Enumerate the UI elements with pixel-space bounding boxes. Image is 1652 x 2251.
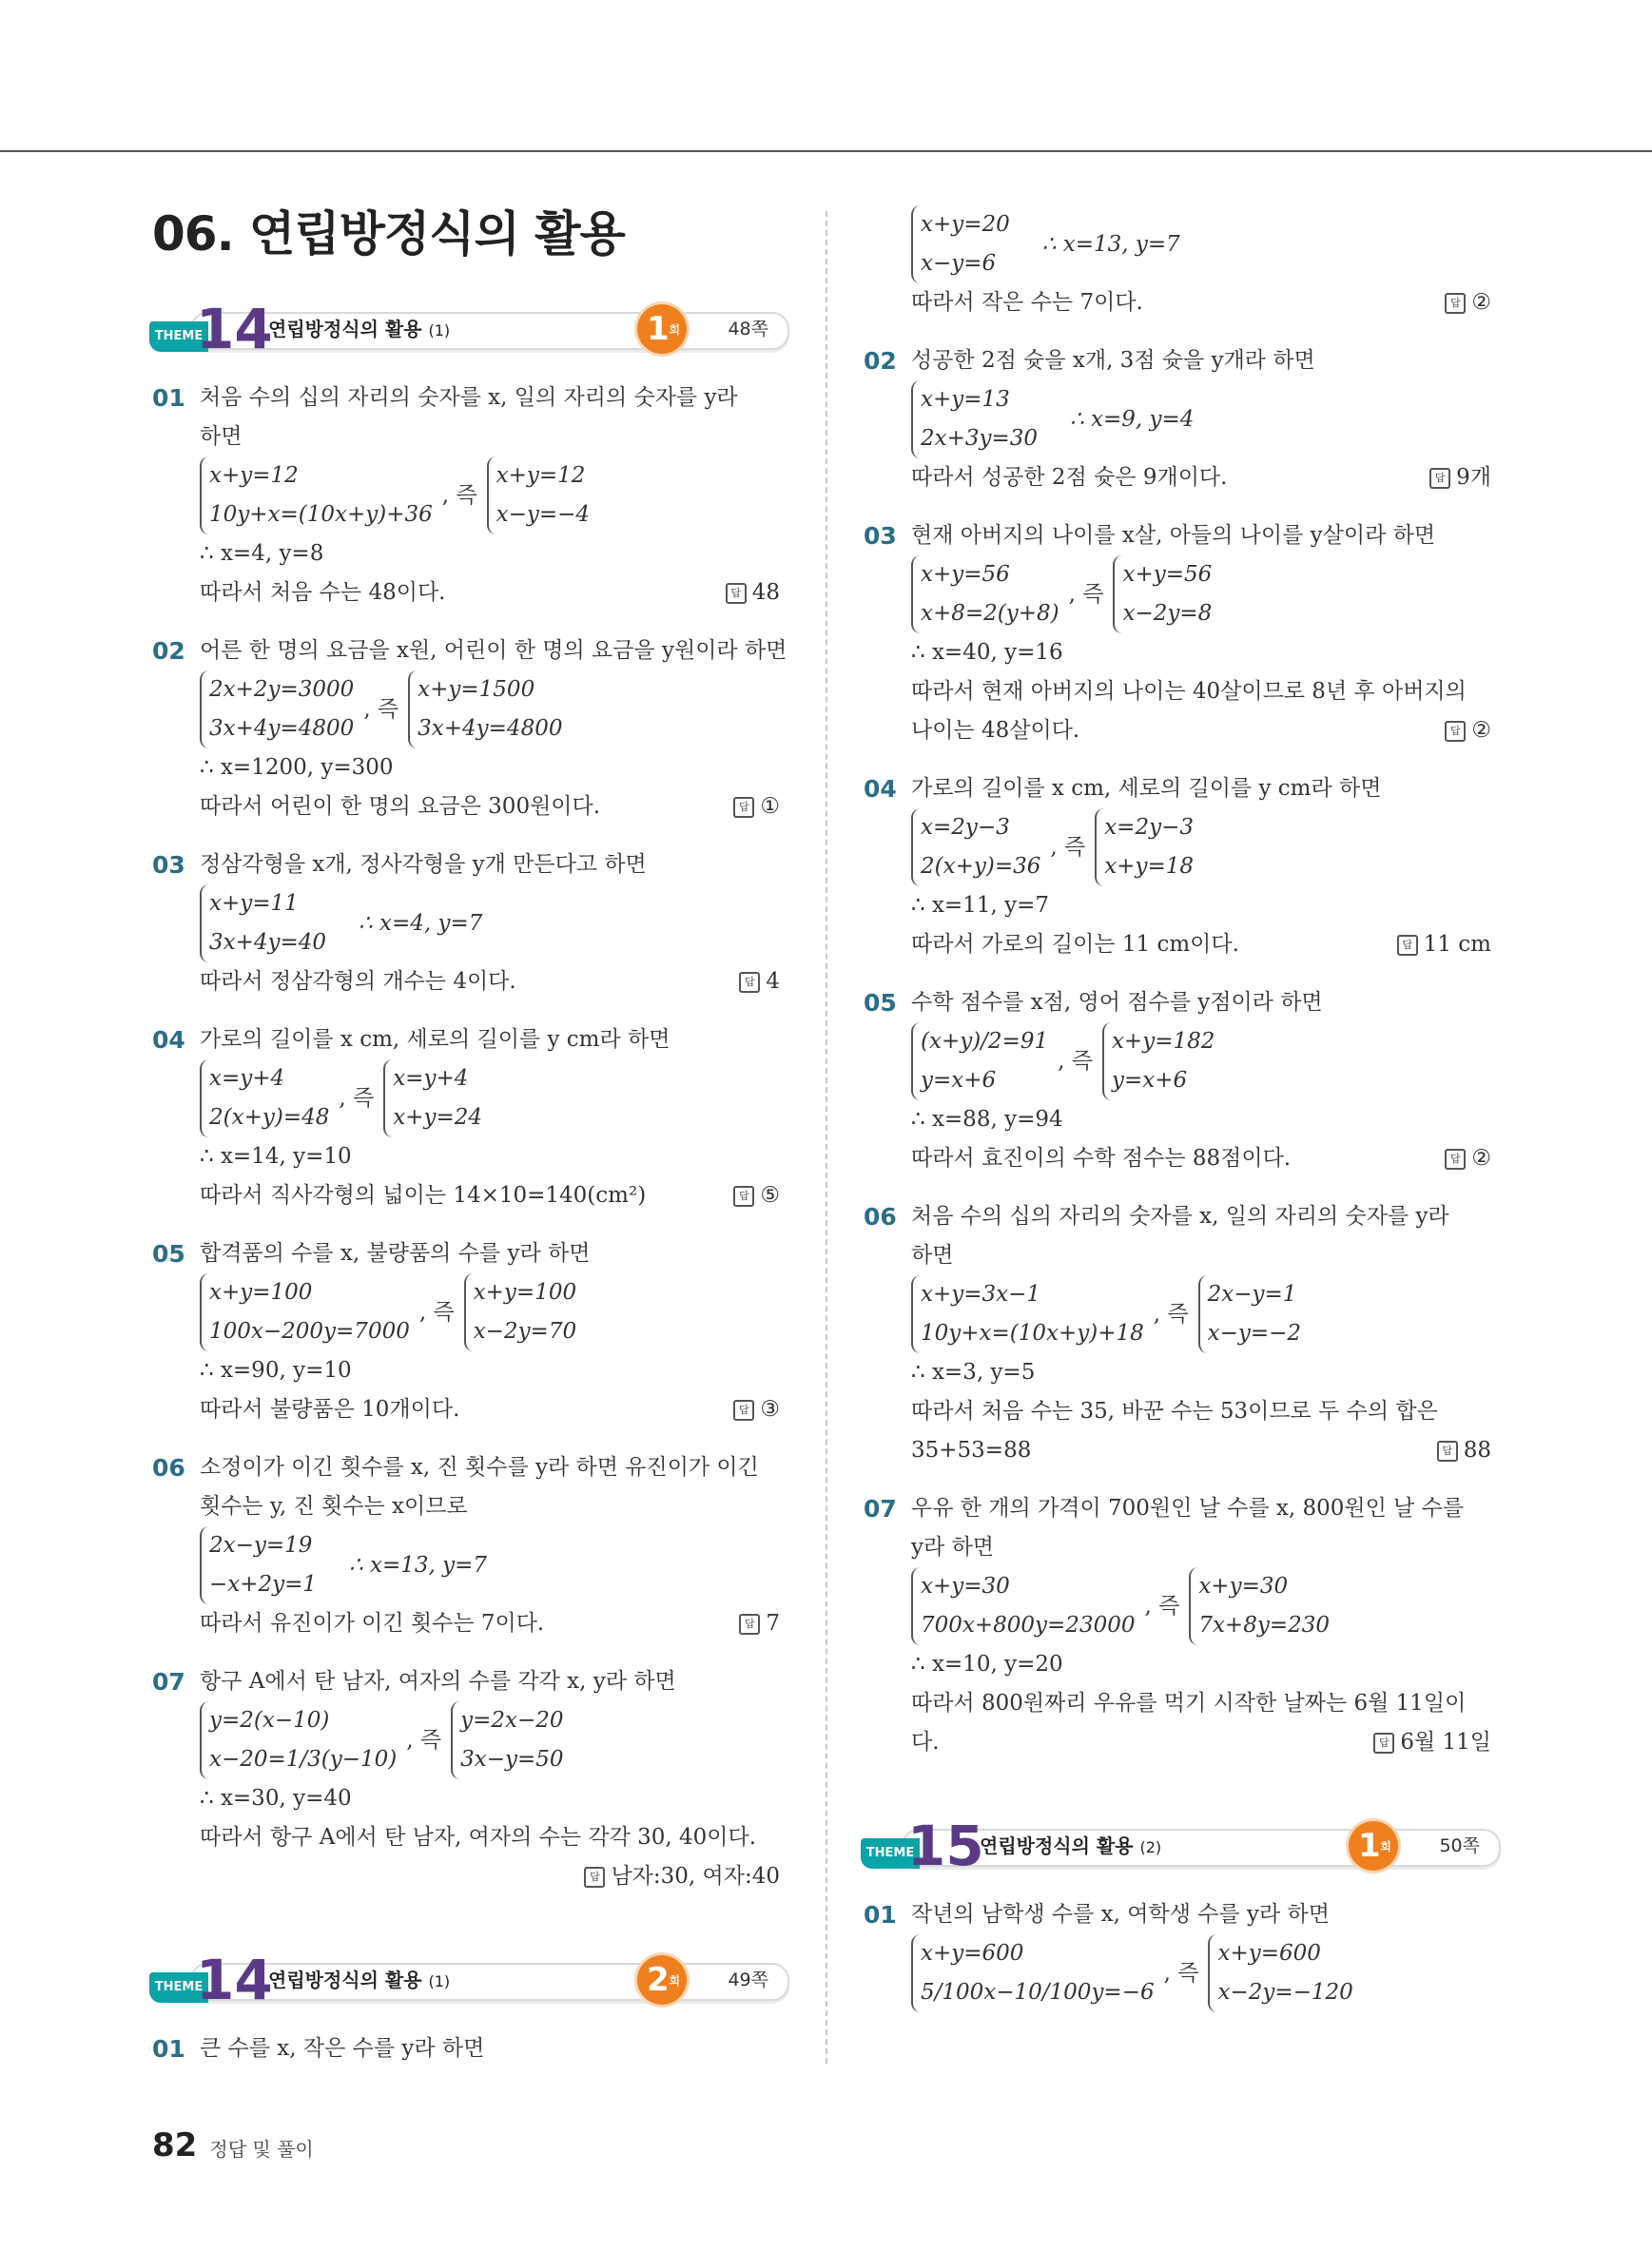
equation-system: x+y=30 700x+800y=23000 , 즉 x+y=30 7x+8y=230: [911, 1567, 1491, 1645]
conclusion: 따라서 현재 아버지의 나이는 40살이므로 8년 후 아버지의: [911, 679, 1467, 704]
answer-icon: 답: [733, 797, 754, 818]
theme-number: 14: [196, 1948, 273, 2012]
system-brace: x+y=13 2x+3y=30: [911, 380, 1038, 458]
problem-text: 어른 한 명의 요금을 x원, 어린이 한 명의 요금을 y원이라 하면: [200, 638, 787, 663]
answer: 답 7: [739, 1604, 780, 1643]
problem-text: 소정이가 이긴 횟수를 x, 진 횟수를 y라 하면 유진이가 이긴: [200, 1455, 759, 1480]
problem-text: 횟수는 y, 진 횟수는 x이므로: [200, 1494, 468, 1519]
answer: 답 ①: [733, 787, 780, 826]
problem-07: [864, 1489, 1491, 1762]
system-brace: x=2y−3 x+y=18: [1095, 808, 1194, 886]
problem-07: [152, 1662, 780, 1896]
conclusion: 따라서 항구 A에서 탄 남자, 여자의 수는 각각 30, 40이다.: [200, 1825, 757, 1850]
problem-number: 04: [152, 1026, 185, 1054]
problem-number: 03: [152, 851, 185, 879]
answer: 답 6월 11일: [1373, 1723, 1491, 1762]
theme-number: 14: [196, 297, 273, 361]
answer-icon: 답: [1429, 468, 1450, 489]
equation-system: [911, 380, 1491, 458]
theme-number: 15: [907, 1814, 984, 1878]
problem-text: 성공한 2점 슛을 x개, 3점 슛을 y개라 하면: [911, 348, 1315, 373]
conclusion-row: 따라서 어린이 한 명의 요금은 300원이다. 답 ①: [200, 787, 780, 826]
system-brace: x+y=56 x−2y=8: [1113, 555, 1212, 633]
theme-page-ref: 50쪽: [1439, 1835, 1480, 1856]
round-badge: 2 회: [637, 1955, 687, 2005]
theme-header-15-1: [864, 1815, 1491, 1876]
answer-icon: 답: [1437, 1441, 1458, 1462]
theme-tag: THEME: [149, 321, 208, 352]
problem-01: [152, 378, 780, 612]
conclusion-row: 따라서 유진이가 이긴 횟수는 7이다. 답 7: [200, 1604, 780, 1643]
answer-icon: 답: [584, 1867, 605, 1888]
header-rule: [0, 150, 1652, 152]
problem-05: [864, 983, 1491, 1178]
system-brace: (x+y)/2=91 y=x+6: [911, 1022, 1048, 1100]
problem-03: [152, 845, 780, 1001]
theme-page-ref: 48쪽: [728, 319, 768, 340]
conclusion-row: 따라서 처음 수는 48이다. 답 48: [200, 573, 780, 612]
problem-02: [864, 341, 1491, 497]
theme-tag: THEME: [861, 1838, 920, 1869]
problem-text: y라 하면: [911, 1535, 994, 1560]
problem-05: [152, 1234, 780, 1429]
conclusion: 따라서 800원짜리 우유를 먹기 시작한 날짜는 6월 11일이: [911, 1691, 1467, 1716]
theme-title: 연립방정식의 활용 (1): [268, 1969, 451, 1991]
answer: 답 남자:30, 여자:40: [200, 1857, 780, 1896]
conclusion: 따라서 처음 수는 35, 바꾼 수는 53이므로 두 수의 합은: [911, 1399, 1438, 1424]
problem-number: 02: [152, 637, 185, 665]
column-divider: [826, 211, 827, 2064]
answer-icon: 답: [739, 1614, 760, 1635]
equation-system: [200, 884, 780, 962]
system-brace: x+y=1500 3x+4y=4800: [408, 670, 562, 748]
system-brace: 2x−y=19 −x+2y=1: [200, 1526, 317, 1604]
answer-icon: 답: [1397, 935, 1418, 956]
answer-icon: 답: [739, 972, 760, 993]
answer: 답 4: [739, 962, 780, 1001]
problem-text: 작년의 남학생 수를 x, 여학생 수를 y라 하면: [911, 1902, 1330, 1927]
problem-number: 06: [864, 1203, 897, 1231]
problem-number: 05: [864, 989, 897, 1017]
solution: ∴ x=13, y=7: [1041, 231, 1180, 257]
problem-02: [152, 631, 787, 826]
theme-tag: THEME: [149, 1972, 208, 2003]
problem-06: [152, 1448, 780, 1643]
equation-system: [200, 1526, 780, 1604]
round-badge: 1 회: [637, 304, 687, 354]
problem-text: 현재 아버지의 나이를 x살, 아들의 나이를 y살이라 하면: [911, 523, 1436, 548]
problem-text: 처음 수의 십의 자리의 숫자를 x, 일의 자리의 숫자를 y라: [911, 1204, 1449, 1229]
conclusion-row: 따라서 효진이의 수학 점수는 88점이다. 답 ②: [911, 1139, 1491, 1178]
system-brace: x+y=3x−1 10y+x=(10x+y)+18: [911, 1275, 1144, 1353]
system-brace: 2x+2y=3000 3x+4y=4800: [200, 670, 354, 748]
problem-text: 합격품의 수를 x, 불량품의 수를 y라 하면: [200, 1241, 591, 1266]
problem-text: 정삼각형을 x개, 정사각형을 y개 만든다고 하면: [200, 852, 647, 877]
problem-number: 01: [152, 384, 185, 412]
answer: 답 48: [726, 573, 780, 612]
problem-number: 02: [864, 347, 897, 375]
solution: ∴ x=4, y=7: [359, 910, 483, 936]
problem-01-round2: [152, 2029, 780, 2068]
problem-number: 01: [864, 1901, 897, 1929]
conclusion-row: 따라서 가로의 길이는 11 cm이다. 답 11 cm: [911, 925, 1491, 964]
page-number: 82: [152, 2126, 198, 2164]
problem-01-continued: [864, 205, 1491, 322]
system-brace: x=y+4 x+y=24: [383, 1059, 482, 1137]
problem-04: [152, 1020, 780, 1215]
answer: 답 ②: [1445, 283, 1491, 322]
system-brace: x+y=11 3x+4y=40: [200, 884, 326, 962]
problem-text: 수학 점수를 x점, 영어 점수를 y점이라 하면: [911, 990, 1323, 1015]
answer-icon: 답: [733, 1186, 754, 1207]
equation-system: x+y=3x−1 10y+x=(10x+y)+18 , 즉 2x−y=1 x−y=−2: [911, 1275, 1491, 1353]
problem-number: 06: [152, 1454, 185, 1482]
answer: 답 ⑤: [733, 1176, 780, 1215]
problem-text: 가로의 길이를 x cm, 세로의 길이를 y cm라 하면: [911, 776, 1382, 801]
solution: ∴ x=14, y=10: [200, 1144, 352, 1169]
problem-text: 처음 수의 십의 자리의 숫자를 x, 일의 자리의 숫자를 y라: [200, 385, 738, 410]
problem-01-theme15: [864, 1895, 1491, 2012]
system-brace: x+y=100 100x−200y=7000: [200, 1273, 410, 1351]
answer: 답 ②: [1445, 1139, 1491, 1178]
theme-header-14-2: [152, 1950, 780, 2010]
conclusion-row: 35+53=88 답 88: [911, 1431, 1491, 1470]
chapter-title: 06. 연립방정식의 활용: [152, 206, 625, 262]
solution: ∴ x=1200, y=300: [200, 755, 394, 780]
solution: ∴ x=11, y=7: [911, 893, 1049, 918]
conclusion-row: 따라서 불량품은 10개이다. 답 ③: [200, 1390, 780, 1429]
equation-system: (x+y)/2=91 y=x+6 , 즉 x+y=182 y=x+6: [911, 1022, 1491, 1100]
system-brace: x+y=56 x+8=2(y+8): [911, 555, 1059, 633]
equation-system: x+y=12 10y+x=(10x+y)+36 , 즉 x+y=12 x−y=−4: [200, 456, 780, 534]
system-brace: x+y=12 x−y=−4: [487, 456, 590, 534]
equation-system: x+y=600 5/100x−10/100y=−6 , 즉 x+y=600 x−2y=−120: [911, 1934, 1491, 2012]
theme-title: 연립방정식의 활용 (2): [980, 1834, 1162, 1857]
problem-03: [864, 516, 1491, 750]
problem-04: [864, 769, 1491, 964]
theme-header-14-1: [152, 299, 780, 359]
footer-label: 정답 및 풀이: [209, 2138, 314, 2161]
answer: 답 ③: [733, 1390, 780, 1429]
conclusion-row: 나이는 48살이다. 답 ②: [911, 711, 1491, 750]
conclusion-row: 다. 답 6월 11일: [911, 1723, 1491, 1762]
equation-system: x+y=56 x+8=2(y+8) , 즉 x+y=56 x−2y=8: [911, 555, 1491, 633]
round-badge: 1 회: [1349, 1821, 1398, 1871]
problem-number: 07: [864, 1495, 897, 1523]
theme-title: 연립방정식의 활용 (1): [268, 318, 451, 340]
problem-text: 가로의 길이를 x cm, 세로의 길이를 y cm라 하면: [200, 1027, 671, 1052]
equation-system: x=y+4 2(x+y)=48 , 즉 x=y+4 x+y=24: [200, 1059, 780, 1137]
solution: ∴ x=4, y=8: [200, 541, 324, 566]
system-brace: x+y=600 x−2y=−120: [1208, 1934, 1352, 2012]
conclusion-row: 따라서 성공한 2점 슛은 9개이다. 답 9개: [911, 458, 1491, 497]
problem-text: 큰 수를 x, 작은 수를 y라 하면: [200, 2036, 485, 2061]
problem-text: 항구 A에서 탄 남자, 여자의 수를 각각 x, y라 하면: [200, 1669, 676, 1694]
solution: ∴ x=3, y=5: [911, 1360, 1036, 1385]
equation-system: x+y=100 100x−200y=7000 , 즉 x+y=100 x−2y=70: [200, 1273, 780, 1351]
equation-system: x=2y−3 2(x+y)=36 , 즉 x=2y−3 x+y=18: [911, 808, 1491, 886]
solution: ∴ x=10, y=20: [911, 1652, 1063, 1677]
answer-icon: 답: [1445, 293, 1466, 314]
system-brace: y=2(x−10) x−20=1/3(y−10): [200, 1701, 397, 1779]
answer-icon: 답: [733, 1400, 754, 1421]
problem-text: 하면: [911, 1243, 954, 1268]
system-brace: 2x−y=1 x−y=−2: [1198, 1275, 1301, 1353]
problem-number: 05: [152, 1240, 185, 1268]
problem-number: 03: [864, 522, 897, 550]
answer: 답 ②: [1445, 711, 1491, 750]
answer-icon: 답: [1445, 721, 1466, 742]
problem-number: 07: [152, 1668, 185, 1696]
answer: 답 88: [1437, 1431, 1491, 1470]
theme-page-ref: 49쪽: [728, 1970, 768, 1990]
system-brace: x+y=30 7x+8y=230: [1189, 1567, 1330, 1645]
answer: 답 9개: [1429, 458, 1491, 497]
solution: ∴ x=9, y=4: [1070, 406, 1195, 432]
right-column: [864, 190, 1491, 2031]
problem-number: 01: [152, 2035, 185, 2063]
conclusion-row: 따라서 직사각형의 넓이는 14×10=140(cm²) 답 ⑤: [200, 1176, 780, 1215]
system-brace: x+y=20 x−y=6: [911, 205, 1010, 283]
solution: ∴ x=90, y=10: [200, 1358, 352, 1383]
equation-system: [911, 205, 1491, 283]
solution: ∴ x=40, y=16: [911, 640, 1063, 665]
left-column: [152, 190, 787, 2087]
problem-number: 04: [864, 775, 897, 803]
system-brace: x+y=12 10y+x=(10x+y)+36: [200, 456, 433, 534]
system-brace: x+y=182 y=x+6: [1102, 1022, 1215, 1100]
solution: ∴ x=30, y=40: [200, 1786, 352, 1811]
answer-icon: 답: [726, 583, 747, 604]
solution: ∴ x=13, y=7: [349, 1552, 488, 1578]
page-footer: [152, 2126, 314, 2164]
equation-system: 2x+2y=3000 3x+4y=4800 , 즉 x+y=1500 3x+4y=4800: [200, 670, 780, 748]
system-brace: x+y=600 5/100x−10/100y=−6: [911, 1934, 1155, 2012]
problem-text: 우유 한 개의 가격이 700원인 날 수를 x, 800원인 날 수를: [911, 1496, 1465, 1521]
conclusion-row: 따라서 작은 수는 7이다. 답 ②: [911, 283, 1491, 322]
answer: 답 11 cm: [1397, 925, 1491, 964]
solution: ∴ x=88, y=94: [911, 1107, 1063, 1132]
system-brace: x+y=100 x−2y=70: [464, 1273, 576, 1351]
answer-icon: 답: [1445, 1149, 1466, 1170]
answer-icon: 답: [1373, 1733, 1394, 1754]
system-brace: x=y+4 2(x+y)=48: [200, 1059, 329, 1137]
system-brace: x=2y−3 2(x+y)=36: [911, 808, 1040, 886]
equation-system: y=2(x−10) x−20=1/3(y−10) , 즉 y=2x−20 3x−y=50: [200, 1701, 780, 1779]
system-brace: x+y=30 700x+800y=23000: [911, 1567, 1135, 1645]
system-brace: y=2x−20 3x−y=50: [451, 1701, 563, 1779]
conclusion-row: 따라서 정삼각형의 개수는 4이다. 답 4: [200, 962, 780, 1001]
problem-text: 하면: [200, 424, 243, 449]
problem-06: [864, 1197, 1491, 1470]
